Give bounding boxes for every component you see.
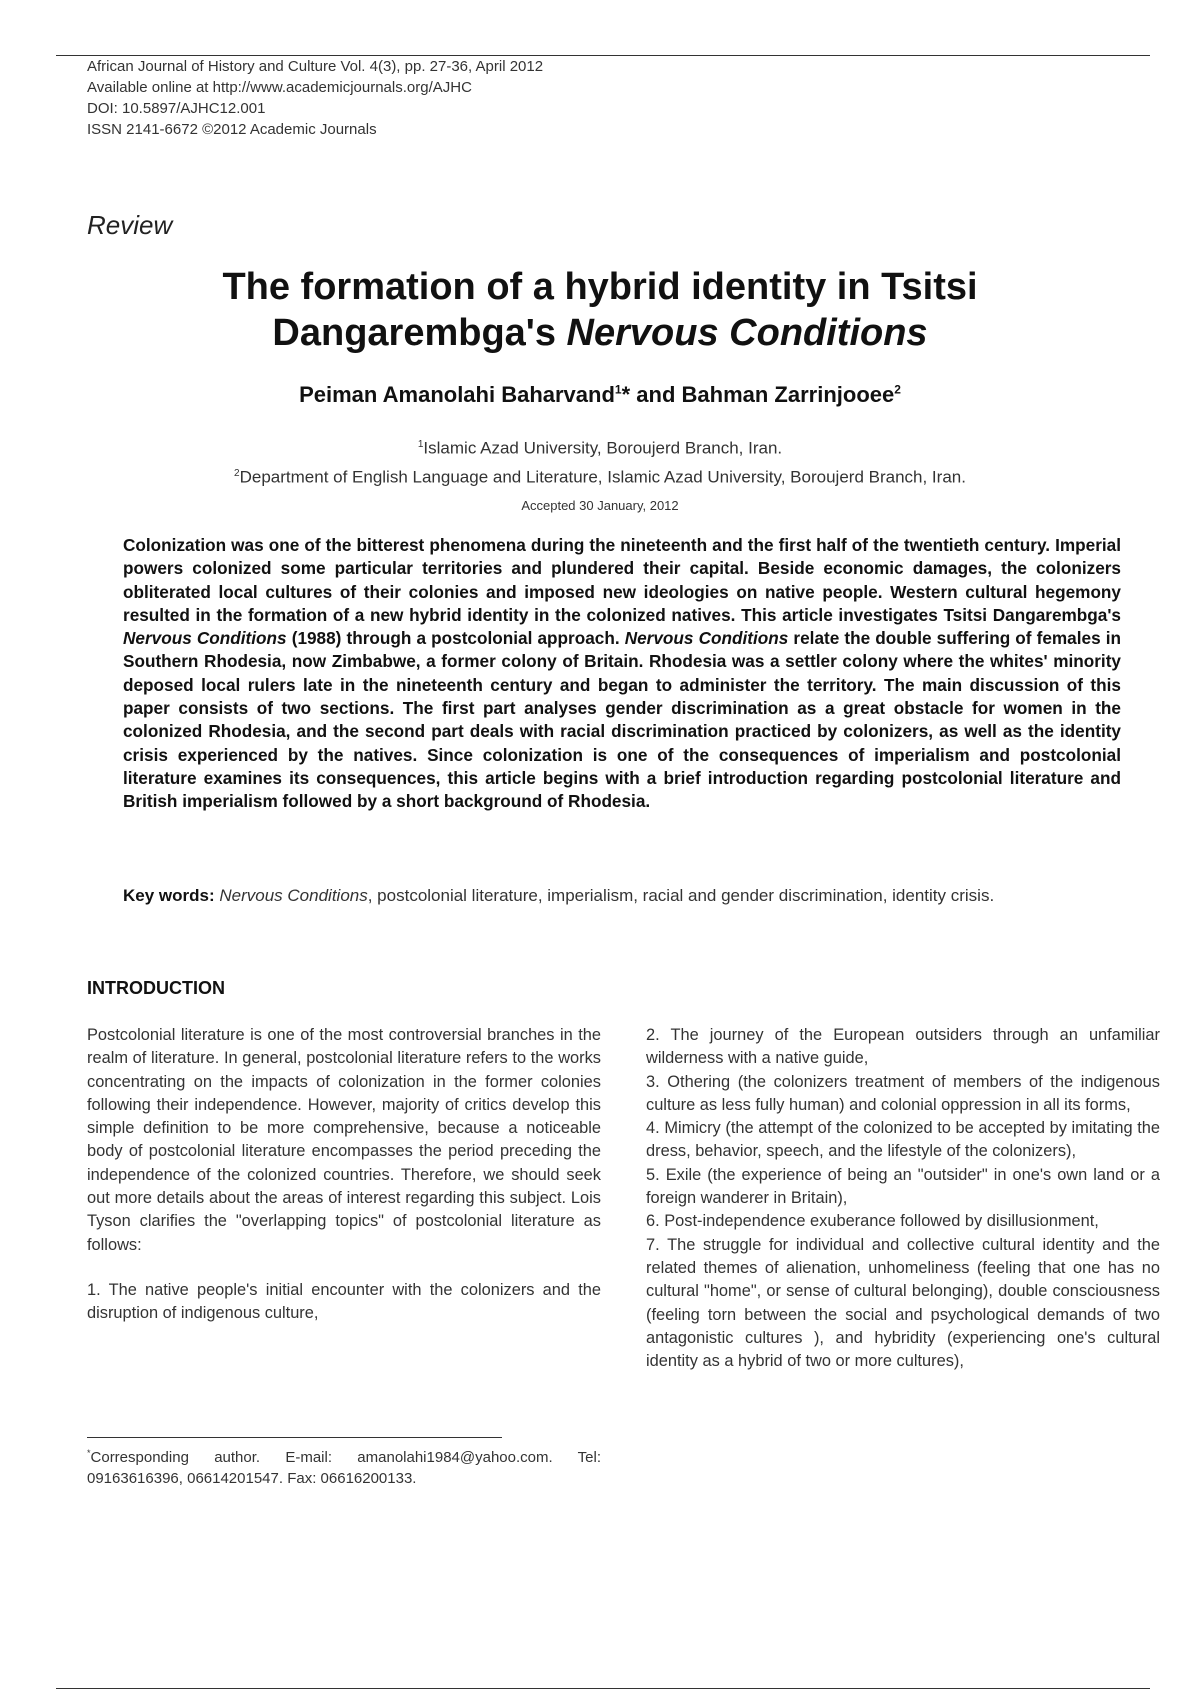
author-list	[100, 382, 1100, 408]
abstract-italic-1: Nervous Conditions	[123, 628, 287, 649]
keywords	[123, 884, 1121, 908]
affiliation-2-mark: 2	[234, 467, 240, 479]
affiliation-1-text: Islamic Azad University, Boroujerd Branch, Iran.	[423, 438, 783, 458]
list-item: 2. The journey of the European outsiders through an unfamiliar wilderness with a native guide,	[646, 1026, 1160, 1068]
keywords-list: , postcolonial literature, imperialism, racial and gender discrimination, identity crisis.	[367, 886, 995, 905]
author-1: Peiman Amanolahi Baharvand	[299, 382, 615, 407]
keywords-label: Key words:	[123, 886, 215, 905]
article-type-label: Review	[87, 210, 173, 240]
affiliations	[100, 432, 1100, 489]
list-item: 1. The native people's initial encounter with the colonizers and the disruption of indigenous culture,	[87, 1280, 601, 1323]
abstract-text-1: Colonization was one of the bitterest phenomena during the nineteenth and the first half of the twentieth century. Imperial powers colonized some particular territories and plundered their capital. Beside economic damages, the colonizers obliterated local cultures of their colonies and imposed new ideologies on native people. Western cultural hegemony resulted in the formation of a new hybrid identity in the colonized natives. This article investigates Tsitsi Dangarembga's	[123, 535, 1121, 625]
footnote-rule	[87, 1437, 502, 1438]
journal-citation: African Journal of History and Culture Vol. 4(3), pp. 27-36, April 2012	[87, 58, 544, 75]
list-item: 6. Post-independence exuberance followed by disillusionment,	[646, 1212, 1099, 1231]
issn: ISSN 2141-6672 ©2012 Academic Journals	[87, 121, 377, 138]
accepted-date: Accepted 30 January, 2012	[521, 498, 679, 513]
corresponding-author-footnote	[87, 1443, 601, 1489]
right-column	[646, 1024, 1160, 1373]
journal-header	[87, 56, 543, 140]
article-title	[100, 264, 1100, 356]
footer-rule	[56, 1688, 1150, 1689]
online-availability: Available online at http://www.academicjournals.org/AJHC	[87, 79, 472, 96]
keywords-italic: Nervous Conditions	[219, 886, 368, 905]
affiliation-2	[100, 461, 1100, 490]
intro-paragraph: Postcolonial literature is one of the most controversial branches in the realm of literature. In general, postcolonial literature refers to the works concentrating on the impacts of colonization in the former colonies following their independence. However, majority of critics develop this simple definition to be more comprehensive, because a noticeable body of postcolonial literature encompasses the period preceding the independence of the colonized countries. Therefore, we should seek out more details about the areas of interest regarding this subject. Lois Tyson clarifies the "overlapping topics" of postcolonial literature as follows:	[87, 1026, 601, 1254]
author-2-affil: 2	[894, 382, 901, 397]
list-item: 5. Exile (the experience of being an "outsider" in one's own land or a foreign wanderer in Britain),	[646, 1165, 1160, 1208]
affiliation-1-mark: 1	[417, 439, 424, 450]
footnote-mark: *	[87, 1448, 91, 1458]
author-conjunction: and	[630, 382, 682, 407]
title-line-2: Dangarembga's	[272, 312, 567, 354]
affiliation-2-text: Department of English Language and Literature, Islamic Azad University, Boroujerd Branch, Iran.	[239, 467, 966, 487]
list-item: 7. The struggle for individual and collective cultural identity and the related themes of alienation, unhomeliness (feeling that one has no cultural "home", or sense of cultural belonging), double consciousness (feeling torn between the social and psychological demands of two antagonistic cultures ), and hybridity (experiencing one's cultural identity as a hybrid of two or more cultures),	[646, 1235, 1160, 1371]
list-item: 3. Othering (the colonizers treatment of members of the indigenous culture as less fully human) and colonial oppression in all its forms,	[646, 1072, 1160, 1114]
affiliation-1	[100, 432, 1100, 461]
title-italic: Nervous Conditions	[566, 312, 928, 354]
author-1-affil: 1	[614, 382, 622, 397]
abstract-text-2: (1988) through a postcolonial approach.	[286, 628, 625, 649]
title-line-1: The formation of a hybrid identity in Tsitsi	[222, 266, 978, 308]
doi: DOI: 10.5897/AJHC12.001	[87, 100, 266, 117]
corresponding-mark: *	[621, 382, 631, 407]
abstract-italic-2: Nervous Conditions	[624, 628, 789, 649]
list-item: 4. Mimicry (the attempt of the colonized to be accepted by imitating the dress, behavior, speech, and the lifestyle of the colonizers),	[646, 1119, 1160, 1161]
footnote-text: Corresponding author. E-mail: amanolahi1984@yahoo.com. Tel: 09163616396, 06614201547. Fax: 06616200133.	[87, 1449, 601, 1487]
abstract-text-3: relate the double suffering of females in Southern Rhodesia, now Zimbabwe, a former colony of Britain. Rhodesia was a settler colony where the whites' minority deposed local rulers late in the nineteenth century and began to administer the territory. The main discussion of this paper consists of two sections. The first part analyses gender discrimination as a great obstacle for women in the colonized Rhodesia, and the second part deals with racial discrimination practiced by colonizers, as well as the identity crisis experienced by the natives. Since colonization is one of the consequences of imperialism and postcolonial literature examines its consequences, this article begins with a brief introduction regarding postcolonial literature and British imperialism followed by a short background of Rhodesia.	[123, 628, 1122, 812]
paragraph-gap	[87, 1257, 601, 1279]
abstract	[123, 534, 1121, 814]
section-heading-introduction: INTRODUCTION	[87, 978, 225, 998]
author-2: Bahman Zarrinjooee	[681, 382, 895, 407]
left-column	[87, 1024, 601, 1326]
